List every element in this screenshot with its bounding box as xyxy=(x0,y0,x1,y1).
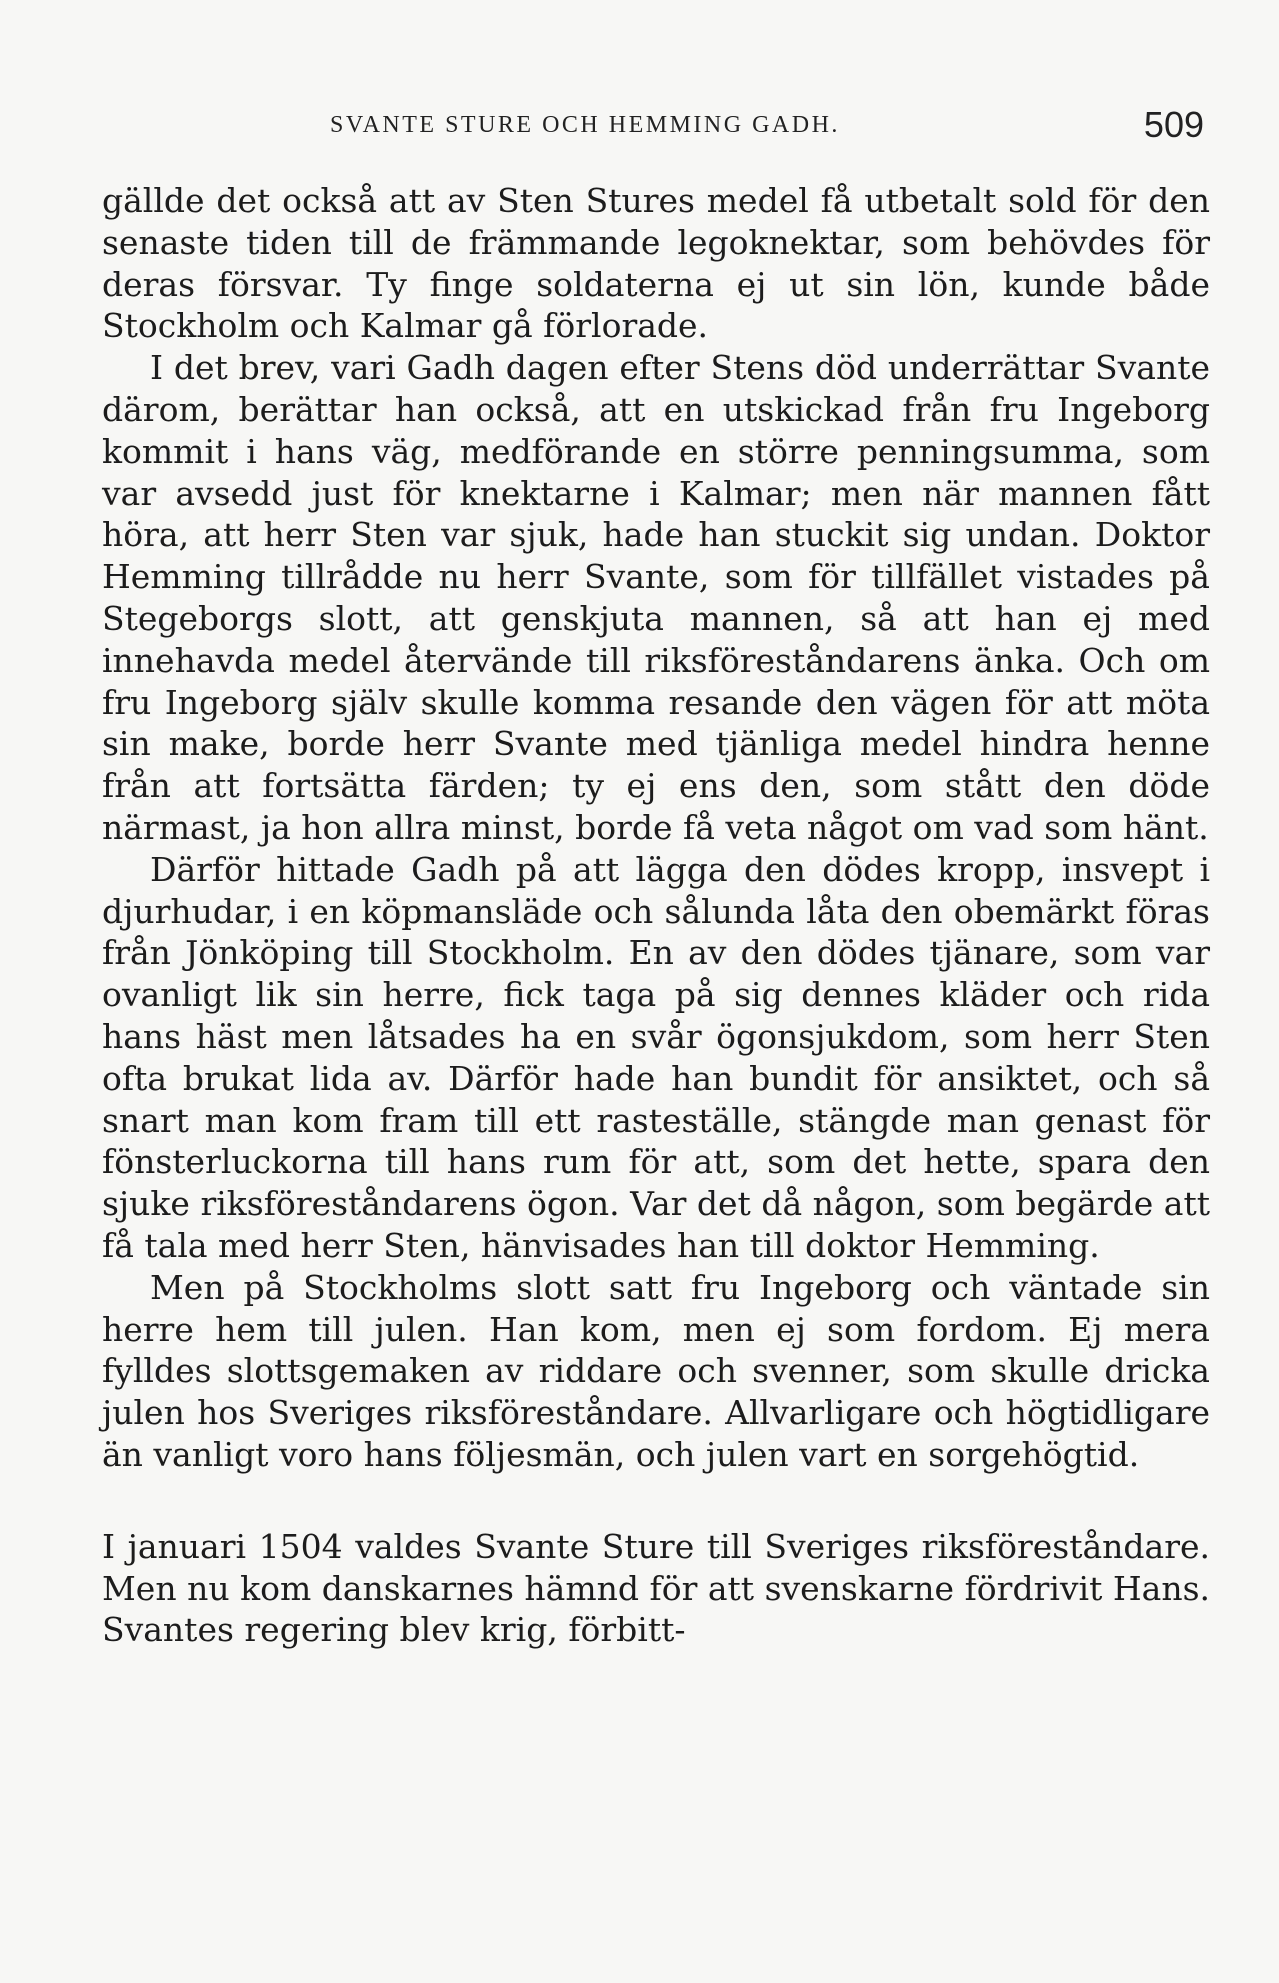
paragraph: gällde det också att av Sten Stures medel få utbetalt sold för den senaste tiden till de främmande legoknektar, som behövdes för deras försvar. Ty finge soldaterna ej ut sin lön, kunde både Stockholm och Kalmar gå förlorade. xyxy=(102,181,1210,346)
body-text xyxy=(102,180,1210,1651)
paragraph: Därför hittade Gadh på att lägga den dödes kropp, insvept i djurhudar, i en köpmansläde och sålunda låta den obemärkt föras från Jönköping till Stockholm. En av den dödes tjänare, som var ovanligt lik sin herre, fick taga på sig dennes kläder och rida hans häst men låtsades ha en svår ögonsjukdom, som herr Sten ofta brukat lida av. Därför hade han bundit för ansiktet, och så snart man kom fram till ett rasteställe, stängde man genast för fönsterluckorna till hans rum för att, som det hette, spara den sjuke riksföreståndarens ögon. Var det då någon, som begärde att få tala med herr Sten, hänvisades han till doktor Hemming. xyxy=(102,849,1210,1265)
paragraph: Men på Stockholms slott satt fru Ingeborg och väntade sin herre hem till julen. Han kom, men ej som fordom. Ej mera fylldes slottsgemaken av riddare och svenner, som skulle dricka julen hos Sveriges riksföreståndare. Allvarligare och högtidligare än vanligt voro hans följesmän, och julen vart en sorgehögtid. xyxy=(102,1267,1210,1474)
section-break xyxy=(102,1476,1210,1526)
paragraph: I januari 1504 valdes Svante Sture till Sveriges riksföreståndare. Men nu kom danskarnes hämnd för att svenskarne fördrivit Hans. Svantes regering blev krig, förbitt- xyxy=(102,1526,1210,1650)
running-header xyxy=(102,98,1210,150)
page-number: 509 xyxy=(1143,104,1204,145)
book-page xyxy=(102,98,1210,1651)
paragraph: I det brev, vari Gadh dagen efter Stens död underrättar Svante därom, berättar han också, att en utskickad från fru Ingeborg kommit i hans väg, medförande en större penningsumma, som var avsedd just för knektarne i Kalmar; men när mannen fått höra, att herr Sten var sjuk, hade han stuckit sig undan. Doktor Hemming tillrådde nu herr Svante, som för tillfället vistades på Stegeborgs slott, att genskjuta mannen, så att han ej med innehavda medel återvände till riksföreståndarens änka. Och om fru Ingeborg själv skulle komma resande den vägen för att möta sin make, borde herr Svante med tjänliga medel hindra henne från att fortsätta färden; ty ej ens den, som stått den döde närmast, ja hon allra minst, borde få veta något om vad som hänt. xyxy=(102,348,1210,847)
running-title: SVANTE STURE OCH HEMMING GADH. xyxy=(330,112,840,138)
